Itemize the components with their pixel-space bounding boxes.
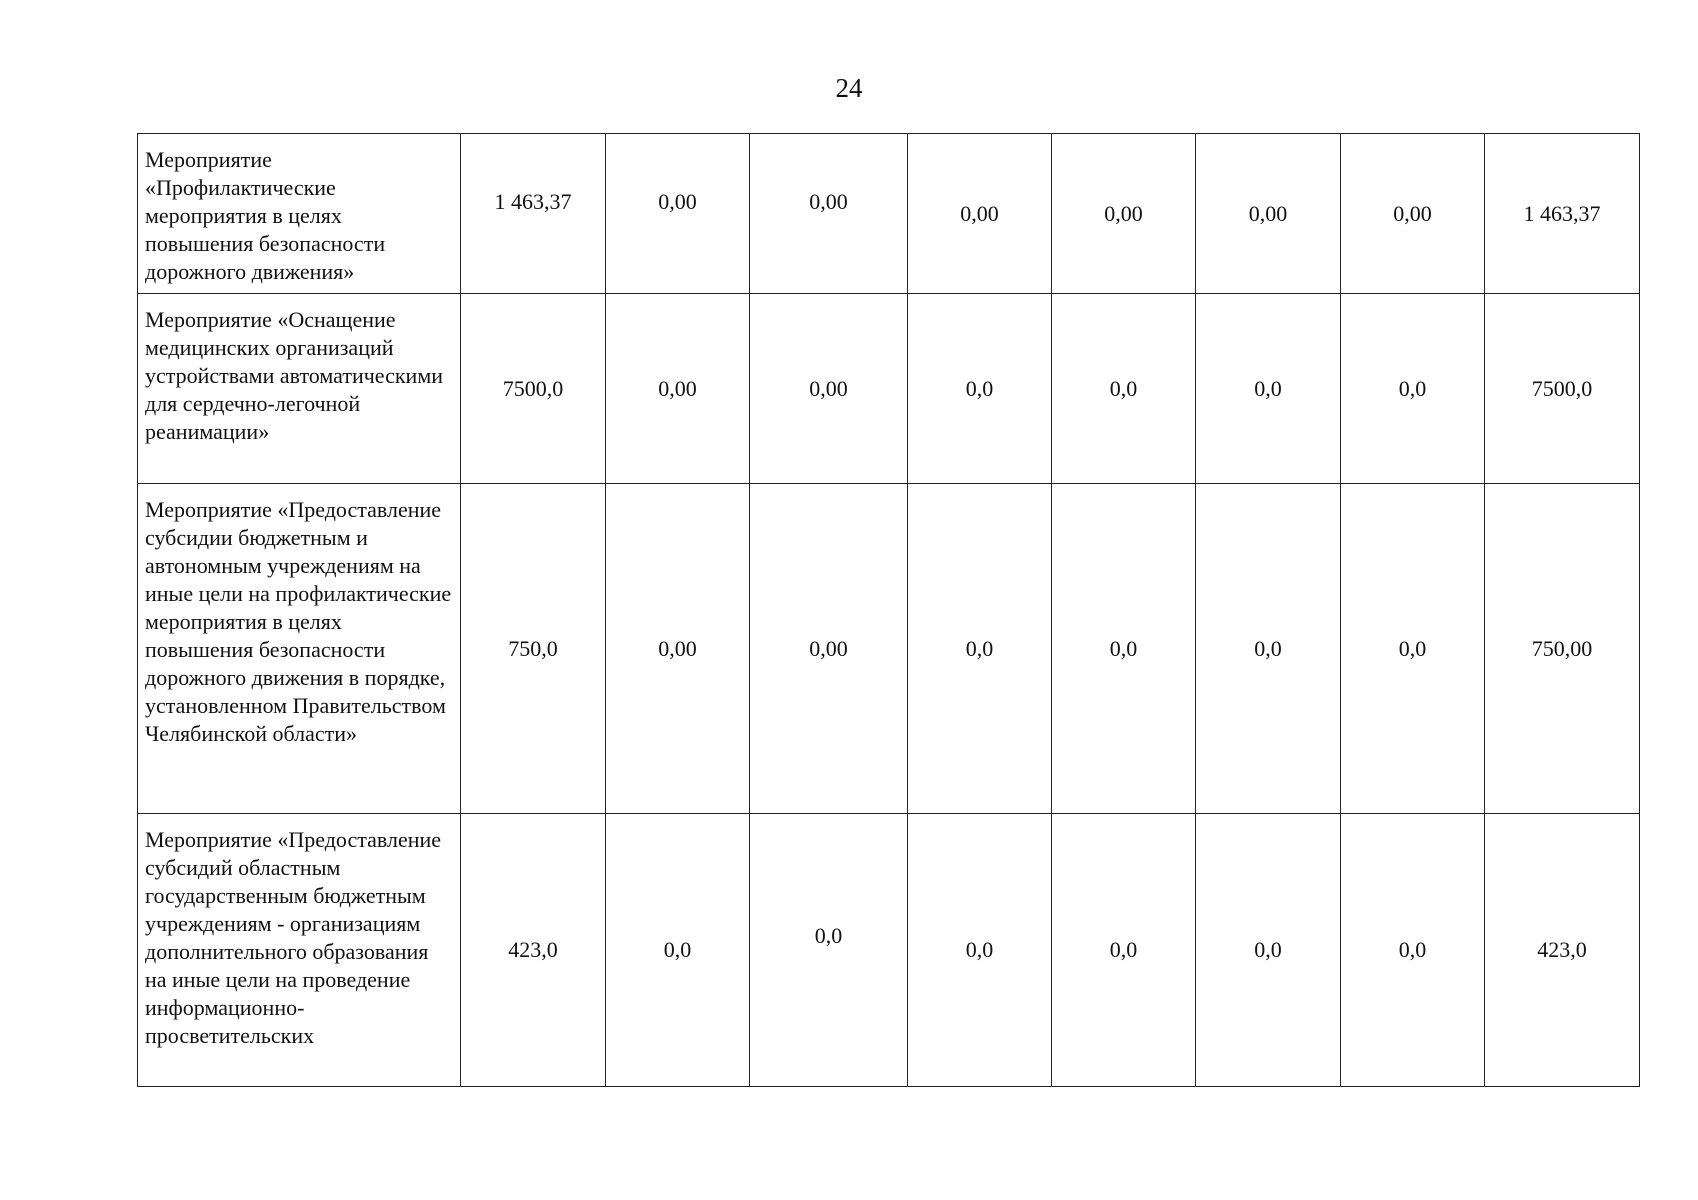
- value-cell: [1052, 484, 1196, 814]
- table-row: [138, 484, 1640, 814]
- value-text: 0,0: [1254, 375, 1282, 401]
- value-cell: [606, 814, 750, 1087]
- value-text: 0,0: [1398, 635, 1427, 661]
- value-text: 750,0: [508, 635, 558, 661]
- value-text: 0,00: [658, 635, 697, 661]
- value-text: 1 463,37: [494, 188, 572, 214]
- table-row: [138, 814, 1640, 1087]
- value-cell: [606, 294, 750, 484]
- value-cell: [1196, 484, 1341, 814]
- total-text: 423,0: [1537, 937, 1587, 962]
- value-cell: [1052, 294, 1196, 484]
- total-cell: [1485, 134, 1640, 294]
- value-cell: [1341, 134, 1485, 294]
- value-cell: [1196, 134, 1341, 294]
- value-text: 0,0: [1254, 937, 1282, 962]
- value-cell: [1341, 814, 1485, 1087]
- value-text: 0,0: [965, 937, 994, 962]
- value-cell: [461, 294, 606, 484]
- value-text: 0,0: [1398, 375, 1427, 401]
- total-text: 1 463,37: [1523, 200, 1601, 226]
- value-cell: [1052, 134, 1196, 294]
- value-text: 0,00: [809, 375, 848, 401]
- value-text: 0,0: [1254, 635, 1282, 661]
- value-text: 0,0: [1109, 375, 1138, 401]
- value-cell: [461, 134, 606, 294]
- value-cell: [908, 484, 1052, 814]
- total-cell: [1485, 814, 1640, 1087]
- value-text: 0,0: [814, 923, 843, 948]
- value-text: 0,0: [1109, 635, 1138, 661]
- value-text: 0,00: [809, 635, 848, 661]
- total-text: 750,00: [1531, 635, 1593, 661]
- total-cell: [1485, 294, 1640, 484]
- value-text: 0,0: [1109, 937, 1138, 962]
- value-text: 0,00: [658, 375, 697, 401]
- table-row: [138, 294, 1640, 484]
- value-cell: [606, 134, 750, 294]
- total-text: 7500,0: [1531, 375, 1593, 401]
- value-text: 0,00: [1104, 200, 1143, 226]
- value-text: 0,00: [960, 200, 999, 226]
- activity-name-cell: Мероприятие «Профилактические мероприятия в целях повышения безопасности дорожного движения»: [138, 134, 461, 294]
- value-text: 0,00: [658, 188, 697, 214]
- value-cell: [606, 484, 750, 814]
- value-cell: [1196, 814, 1341, 1087]
- value-text: 0,0: [1398, 937, 1427, 962]
- value-cell: [1052, 814, 1196, 1087]
- value-text: 0,0: [965, 375, 994, 401]
- value-cell: [908, 294, 1052, 484]
- value-text: 0,0: [965, 635, 994, 661]
- value-text: 0,00: [1393, 200, 1432, 226]
- value-text: 7500,0: [502, 375, 564, 401]
- value-text: 423,0: [508, 937, 558, 962]
- table-row: [138, 134, 1640, 294]
- value-cell: [1341, 294, 1485, 484]
- budget-table: [137, 133, 1640, 1087]
- value-cell: [1196, 294, 1341, 484]
- value-cell: [908, 134, 1052, 294]
- value-cell: [750, 814, 908, 1087]
- value-cell: [461, 484, 606, 814]
- value-cell: [750, 294, 908, 484]
- value-text: 0,00: [809, 188, 848, 214]
- value-cell: [750, 134, 908, 294]
- activity-name-cell: Мероприятие «Оснащение медицинских организаций устройствами автоматическими для сердечно-легочной реанимации»: [138, 294, 461, 484]
- page-number: 24: [835, 73, 863, 103]
- value-cell: [1341, 484, 1485, 814]
- activity-name-cell: Мероприятие «Предоставление субсидии бюджетным и автономным учреждениям на иные цели на профилактические мероприятия в целях повышения безопасности дорожного движения в порядке, установленном Правительством Челябинской области»: [138, 484, 461, 814]
- value-cell: [461, 814, 606, 1087]
- value-cell: [908, 814, 1052, 1087]
- value-cell: [750, 484, 908, 814]
- value-text: 0,00: [1248, 200, 1288, 226]
- activity-name-cell: Мероприятие «Предоставление субсидий областным государственным бюджетным учреждениям - организациям дополнительного образования на иные цели на проведение информационно-просветительских: [138, 814, 461, 1087]
- value-text: 0,0: [663, 937, 692, 962]
- total-cell: [1485, 484, 1640, 814]
